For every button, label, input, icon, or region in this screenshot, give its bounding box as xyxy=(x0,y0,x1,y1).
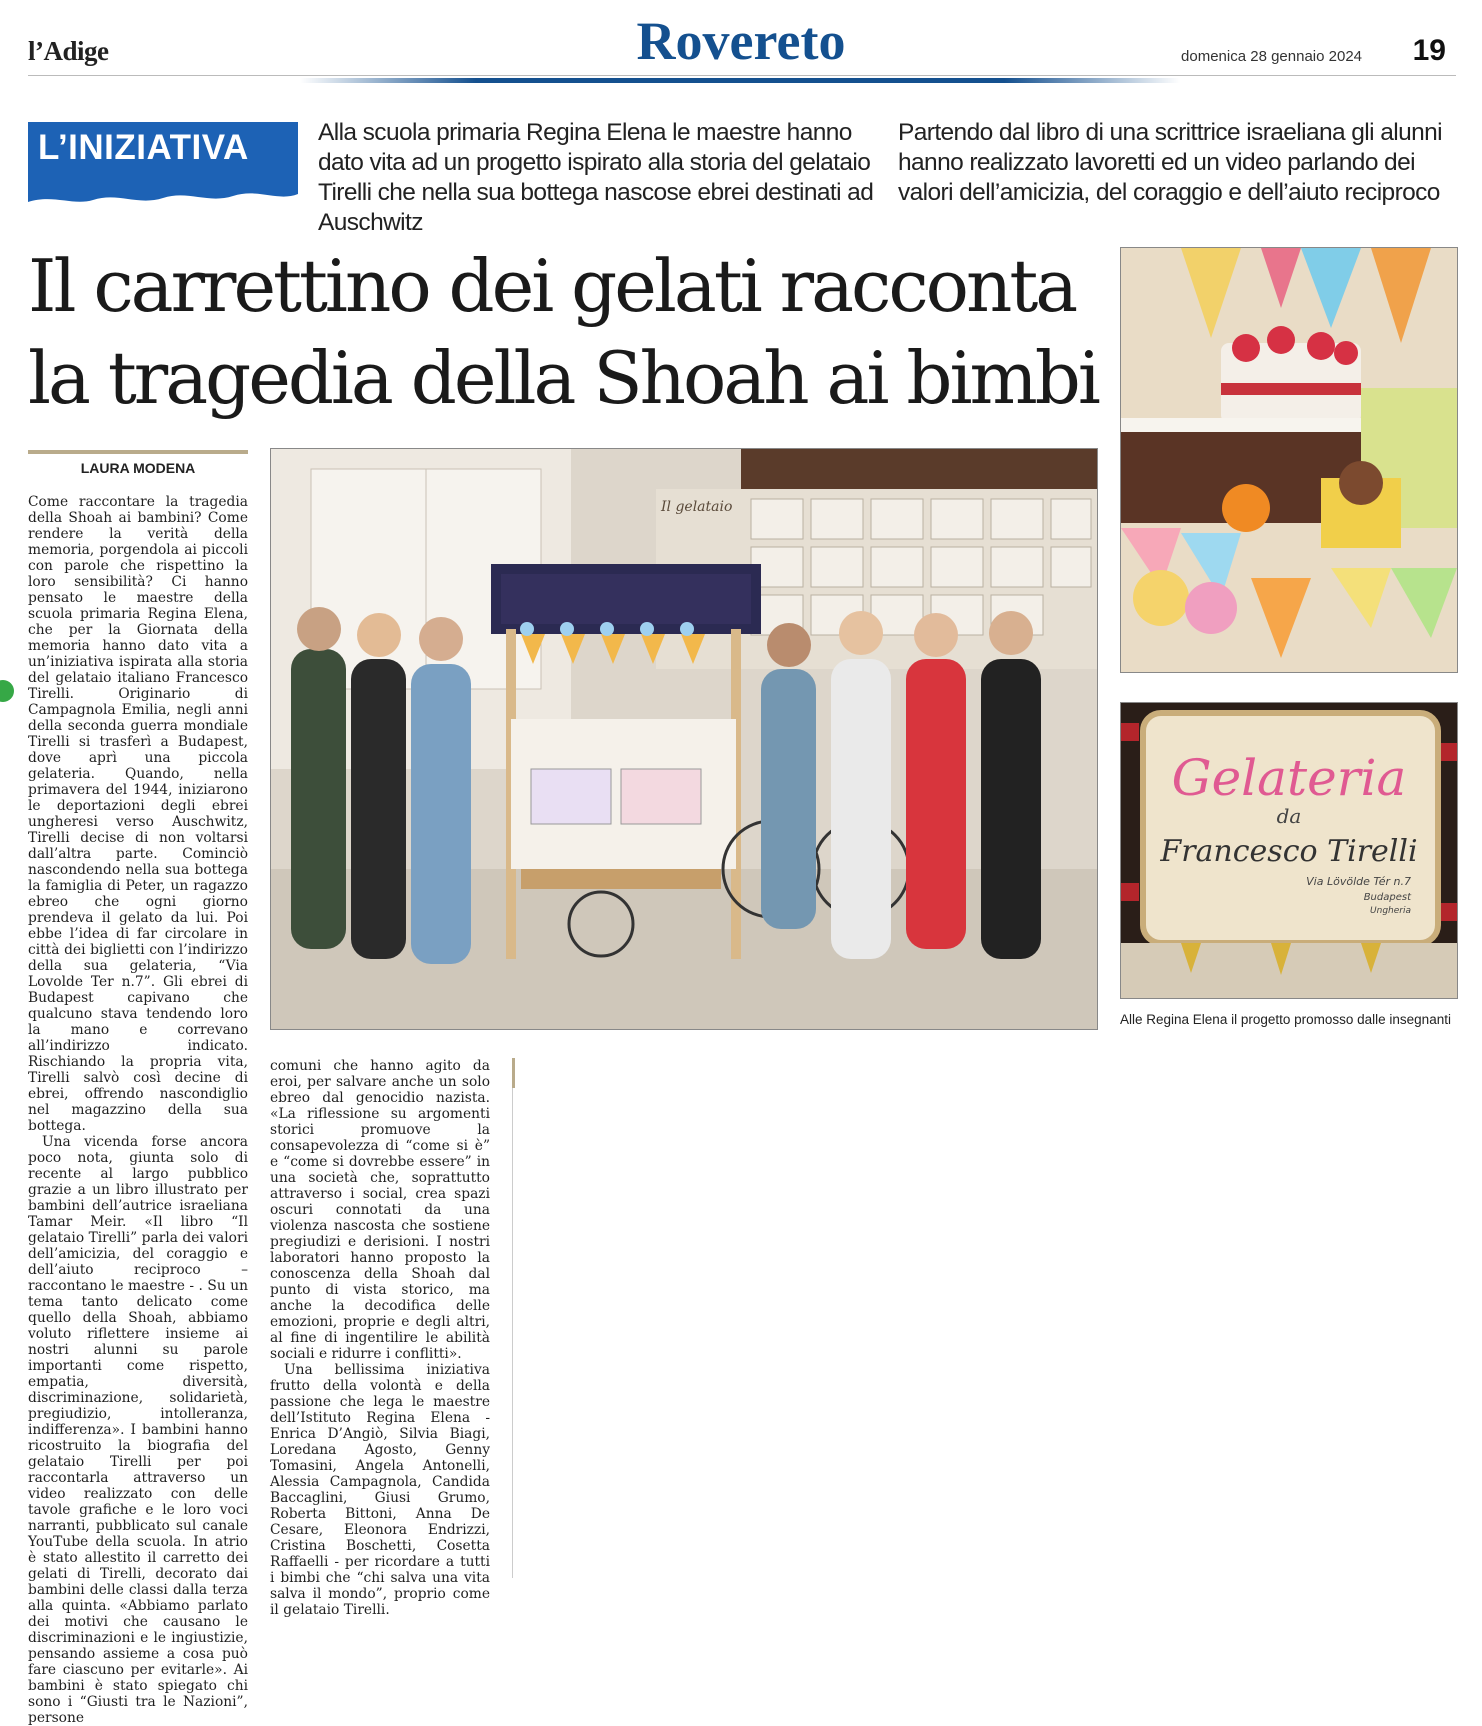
header-rule xyxy=(28,75,1456,76)
gelateria-sign-photo xyxy=(1120,702,1458,999)
subhead-right: Partendo dal libro di una scrittrice israeliana gli alunni hanno realizzato lavoretti ed un video parlando dei valori dell’amicizia, del coraggio e dell’aiuto reciproco xyxy=(898,119,1442,206)
page-number: 19 xyxy=(1412,34,1446,67)
issue-date: domenica 28 gennaio 2024 xyxy=(1181,48,1362,65)
kicker-box xyxy=(28,122,298,210)
board-title-text: Il gelataio xyxy=(661,499,733,515)
paragraph: Come raccontare la tragedia della Shoah ai bambini? Come rendere la verità della memoria, porgendola ai piccoli con parole che rispettino la loro sensibilità? Ci hanno pensato le maestre della scuola primaria Regina Elena, che per la Giornata della memoria hanno dato vita a un’iniziativa ispirata alla storia del gelataio italiano Francesco Tirelli. Originario di Campagnola Emilia, negli anni della seconda guerra mondiale Tirelli si trasferì a Budapest, dove aprì una piccola gelateria. Quando, nella primavera del 1944, iniziarono le deportazioni degli ebrei ungheresi verso Auschwitz, Tirelli decise di non voltarsi dall’altra parte. Cominciò nascondendo nella sua bottega la famiglia di Peter, un ragazzo ebreo che ogni giorno prendeva il gelato da lui. Poi ebbe l’idea di far circolare in città dei biglietti con l’indirizzo della sua gelateria, “Via Lovolde Ter n.7”. Gli ebrei di Budapest capivano che qualcuno stava tendendo loro la mano e correvano all’indirizzo indicato. Rischiando la propria vita, Tirelli salvò così decine di ebrei, offrendo nascondiglio nel magazzino della sua bottega. xyxy=(28,494,248,1134)
body-column-1 xyxy=(28,494,248,1726)
sign-country-text: Ungheria xyxy=(1370,906,1411,916)
sign-city-text: Budapest xyxy=(1363,892,1411,903)
photo-paper-cake xyxy=(1121,248,1457,672)
photo-caption: Alle Regina Elena il progetto promosso dalle insegnanti xyxy=(1120,1012,1451,1027)
sign-gelateria-text: Gelateria xyxy=(1171,749,1407,807)
header-accent-rule xyxy=(300,78,1180,83)
headline xyxy=(28,240,1118,424)
body-column-2 xyxy=(270,1058,490,1618)
headline-line-2: la tragedia della Shoah ai bimbi xyxy=(28,336,1098,420)
section-title: Rovereto xyxy=(636,11,846,71)
paragraph: Una vicenda forse ancora poco nota, giunta solo di recente al largo pubblico grazie a un libro illustrato per bambini dell’autrice israeliana Tamar Meir. «Il libro “Il gelataio Tirelli” parla dei valori dell’amicizia, del coraggio e dell’aiuto reciproco – raccontano le maestre - . Su un tema tanto delicato come quello della Shoah, abbiamo voluto riflettere insieme ai nostri alunni su parole importanti come rispetto, empatia, diversità, discriminazione, solidarietà, pregiudizio, intolleranza, indifferenza». I bambini hanno ricostruito la biografia del gelataio Tirelli per poi raccontarla attraverso un video realizzato con delle tavole grafiche e le loro voci narranti, pubblicato sul canale YouTube della scuola. In atrio è stato allestito il carretto dei gelati di Tirelli, decorato dai bambini delle classi dalla terza alla quinta. «Abbiamo parlato dei motivi che causano le discriminazioni e le ingiustizie, pensando assieme a cosa può fare ciascuno per evitarle». Ai bambini è stato spiegato chi sono i “Giusti tra le Nazioni”, persone xyxy=(28,1134,248,1726)
byline: LAURA MODENA xyxy=(80,460,196,476)
photo-gelateria-sign xyxy=(1121,703,1457,998)
subhead-left: Alla scuola primaria Regina Elena le maestre hanno dato vita ad un progetto ispirato alla storia del gelataio Tirelli che nella sua bottega nascose ebrei destinati ad Auschwitz xyxy=(318,119,874,236)
sign-da-text: da xyxy=(1276,804,1302,828)
headline-line-1: Il carrettino dei gelati racconta xyxy=(28,244,1076,328)
sign-address-text: Via Lövölde Tér n.7 xyxy=(1306,875,1411,888)
byline-rule xyxy=(28,450,248,454)
photo-ice-cream-cart xyxy=(271,449,1097,1029)
page-marker-icon xyxy=(0,680,14,702)
newspaper-logo: l’Adige xyxy=(28,36,109,66)
kicker-label: L’INIZIATIVA xyxy=(38,128,249,167)
column-divider xyxy=(512,1058,513,1578)
paragraph: Una bellissima iniziativa frutto della volontà e della passione che lega le maestre dell’Istituto Regina Elena - Enrica D’Angiò, Silvia Biagi, Loredana Agosto, Genny Tomasini, Angela Antonelli, Alessia Campagnola, Candida Baccaglini, Giusi Grumo, Roberta Bittoni, Anna De Cesare, Eleonora Endrizzi, Cristina Boschetti, Cosetta Raffaelli - per ricordare a tutti i bimbi che “chi salva una vita salva il mondo”, proprio come il gelataio Tirelli. xyxy=(270,1362,490,1618)
main-photo xyxy=(270,448,1098,1030)
sign-name-text: Francesco Tirelli xyxy=(1160,834,1418,869)
cake-photo xyxy=(1120,247,1458,673)
paragraph: comuni che hanno agito da eroi, per salvare anche un solo ebreo dal genocidio nazista. «La riflessione su argomenti storici promuove la consapevolezza di “come si è” e “come si dovrebbe essere” in una società che, soprattutto attraverso i social, crea spazi oscuri connotati da una violenza nascosta che sostiene pregiudizi e derisioni. I nostri laboratori hanno proposto la conoscenza della Shoah dal punto di vista storico, ma anche la decodifica delle emozioni, proprie e degli altri, al fine di ingentilire le abilità sociali e ridurre i conflitti». xyxy=(270,1058,490,1362)
column-divider-accent xyxy=(512,1058,515,1088)
